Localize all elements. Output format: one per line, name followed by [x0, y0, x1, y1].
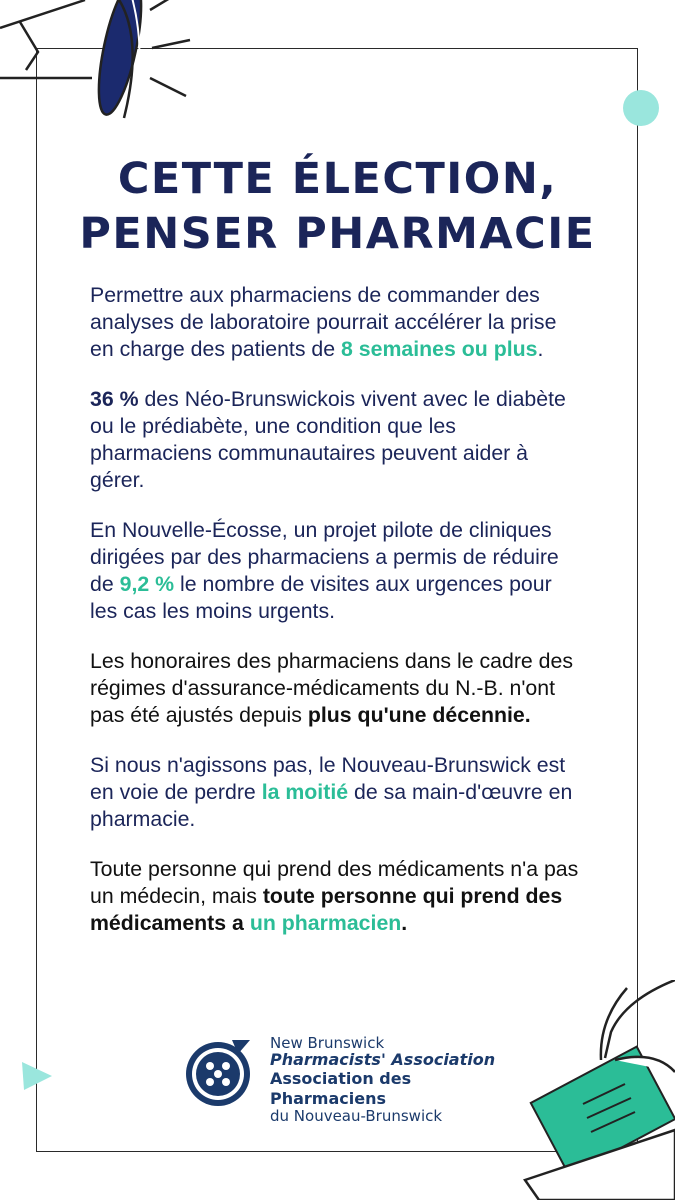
paragraph-fees: Les honoraires des pharmaciens dans le cadre des régimes d'assurance-médicaments du N.-B. n'ont pas été ajustés depuis plus qu'une décennie.: [90, 649, 574, 727]
highlight-half: la moitié: [261, 780, 349, 804]
hand-holding-card-icon: [515, 980, 675, 1200]
highlight-pharmacist: un pharmacien: [249, 911, 402, 935]
megaphone-icon: [0, 0, 200, 130]
logo-emblem-icon: [180, 1032, 260, 1112]
logo-line-2: Pharmacists' Association: [270, 1050, 496, 1069]
paragraph-workforce: Si nous n'agissons pas, le Nouveau-Brunswick est en voie de perdre la moitié de sa main-d'œuvre en pharmacie.: [90, 753, 573, 831]
title-line-2: PENSER PHARMACIE: [79, 209, 596, 259]
logo-text: [270, 1036, 520, 1124]
decor-circle: [623, 90, 659, 126]
paragraph-diabetes: 36 % des Néo-Brunswickois vivent avec le diabète ou le prédiabète, une condition que les pharmaciens communautaires peuvent aider à gérer.: [90, 387, 566, 492]
paragraph-nova-scotia: En Nouvelle-Écosse, un projet pilote de cliniques dirigées par des pharmaciens a permis de réduire de 9,2 % le nombre de visites aux urgences pour les cas les moins urgents.: [90, 518, 559, 623]
paragraph-lab-tests: Permettre aux pharmaciens de commander des analyses de laboratoire pourrait accélérer la prise en charge des patients de 8 semaines ou plus.: [90, 283, 557, 361]
title-line-1: CETTE ÉLECTION,: [117, 154, 558, 204]
association-logo: [180, 1032, 520, 1125]
logo-line-4: du Nouveau-Brunswick: [270, 1107, 443, 1125]
logo-line-1: New Brunswick: [270, 1034, 385, 1052]
logo-line-3: Association des Pharmaciens: [270, 1069, 412, 1108]
page-title: [0, 152, 675, 262]
highlight-everyone: toute personne qui prend des médicaments a: [90, 884, 563, 935]
highlight-decade: plus qu'une décennie.: [307, 703, 531, 727]
paragraph-pharmacist: Toute personne qui prend des médicaments n'a pas un médecin, mais toute personne qui prend des médicaments a un pharmacien.: [90, 857, 579, 935]
highlight-8-weeks: 8 semaines ou plus: [341, 337, 538, 361]
decor-triangle: [18, 1058, 54, 1094]
highlight-36-percent: 36 %: [90, 387, 139, 411]
highlight-9-2-percent: 9,2 %: [119, 572, 175, 596]
body-text: [90, 282, 580, 960]
